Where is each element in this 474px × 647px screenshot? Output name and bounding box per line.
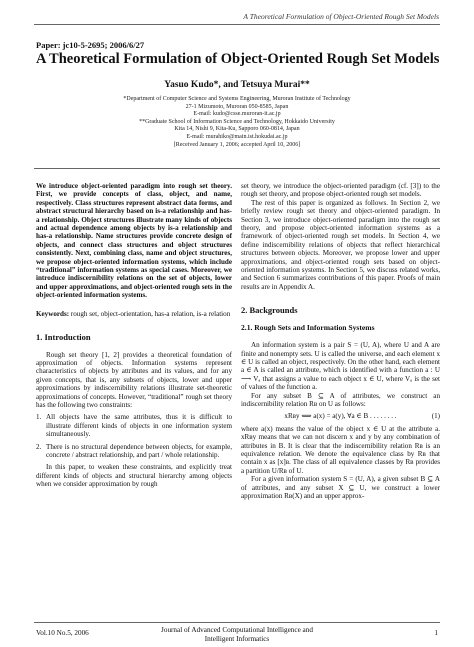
left-column: [36, 182, 232, 489]
paper-title: A Theoretical Formulation of Object-Oriented Rough Set Models: [36, 51, 440, 67]
subsection-title: 2.1. Rough Sets and Information Systems: [241, 322, 375, 332]
affiliation-line: Kita 14, Nishi 9, Kita-Ku, Sapporo 060-0814, Japan: [174, 126, 300, 133]
page-number: 1: [434, 629, 438, 637]
section-title: 1. Introduction: [36, 332, 91, 343]
running-head: A Theoretical Formulation of Object-Oriented Rough Set Models: [243, 12, 439, 21]
abstract: We introduce object-oriented paradigm into rough set theory. First, we provide concepts of class, object, and name, respectively. Class structures represent abstract data forms, and abstract structural hierarchy based on is-a relationship and has-a relationship. Object structures illustrate many kinds of objects and actual dependence among objects by is-a relationship and has-a relationship. Name structures provide concrete design of objects, and connect class structures and object structures consistently. Next, combining class, name and object structures, we propose object-oriented information systems, which include “traditional” information systems as special cases. Moreover, we introduce indiscernibility relations on the set of objects, lower and upper approximations, and object-oriented rough sets in the object-oriented information systems.: [36, 182, 232, 300]
list-item: [36, 413, 232, 438]
section-title: 2. Backgrounds: [241, 305, 298, 316]
equation: [241, 412, 440, 420]
paper-id: Paper: jc10-5-2695; 2006/6/27: [36, 40, 145, 50]
footer-journal: [0, 626, 474, 643]
constraint-list: [36, 413, 232, 459]
journal-name: Journal of Advanced Computational Intelligence and Intelligent Informatics: [161, 626, 313, 643]
footer-volume: Vol.10 No.5, 2006: [36, 629, 89, 637]
keywords: [36, 310, 232, 318]
list-item: [36, 443, 232, 460]
list-text: All objects have the same attributes, thus it is difficult to illustrate different kinds of objects in one information system simultaneously.: [46, 413, 232, 439]
affiliation-line: E-mail: kudo@csse.muroran-it.ac.jp: [193, 111, 281, 118]
keywords-text: rough set, object-orientation, has-a relation, is-a relation: [70, 309, 231, 318]
equation-body: xRʙy ⟺ a(x) = a(y), ∀a ∈ B . . . . . . . .: [284, 412, 397, 421]
header-rule: [34, 24, 440, 25]
right-column: [241, 182, 440, 500]
footer-rule: [34, 622, 440, 623]
keywords-label: Keywords:: [36, 309, 70, 318]
authors: Yasuo Kudo*, and Tetsuya Murai**: [164, 80, 310, 90]
paragraph: The rest of this paper is organized as follows. In Section 2, we briefly review rough set theory and object-oriented paradigm. In Section 3, we introduce object-oriented paradigm into the rough set theory, and propose object-oriented information systems as a framework of object-oriented rough set models. In Section 4, we define indiscernibility relations of objects that reflect hierarchical structures between objects. Moreover, we propose lower and upper approximations, and object-oriented rough sets based on object-oriented information systems. In Section 5, we discuss related works, and Section 6 summarizes contributions of this paper. Proofs of main results are in Appendix A.: [241, 198, 440, 291]
affiliations: [0, 96, 474, 149]
affiliation-line: 27-1 Mizumoto, Muroran 050-8585, Japan: [185, 103, 289, 110]
equation-number: (1): [431, 412, 440, 421]
list-text: There is no structural dependence between objects, for example, concrete / abstract relationship, and part / whole relationship.: [46, 442, 232, 459]
affiliation-line: *Department of Computer Science and Systems Engineering, Muroran Institute of Technology: [123, 96, 351, 102]
affiliation-line: **Graduate School of Information Science and Technology, Hokkaido University: [139, 118, 335, 125]
abstract-rule: [34, 168, 440, 169]
affiliation-line: E-mail: murahiko@main.ist.hokudai.ac.jp: [186, 133, 288, 140]
list-number: 2.: [36, 442, 42, 451]
paragraph: set theory, we introduce the object-oriented paradigm (cf. [3]) to the rough set theory, and propose object-oriented rough set models.: [241, 182, 440, 199]
paragraph: In this paper, to weaken these constraints, and explicitly treat different kinds of objects and structural hierarchy among objects when we consider approximation by rough: [36, 463, 232, 489]
paragraph: For a given information system S = (U, A), a given subset B ⊆ A of attributes, and any subset X ⊆ U, we construct a lower approximation Rʙ(X) and an upper approx-: [241, 475, 440, 500]
list-number: 1.: [36, 413, 42, 422]
paragraph: For any subset B ⊆ A of attributes, we construct an indiscernibility relation Rʙ on U as follows:: [241, 391, 440, 408]
paragraph: An information system is a pair S = (U, A), where U and A are finite and nonempty sets. U is called the universe, and each element x ∈ U is called an object, respectively. On the other hand, each element a ∈ A is called an attribute, which is identified with a function a : U ⟶ Vₐ that assigns a value to each object x ∈ U, where Vₐ is the set of values of the function a.: [241, 341, 440, 392]
paragraph: Rough set theory [1, 2] provides a theoretical foundation of approximation of objects. Information systems represent characteristics of objects by attributes and its values, and for any given concepts, that is, any subsets of objects, lower and upper approximations by indiscernibility relations illustrate set-theoretic approximations of concepts. However, “traditional” rough set theory has the following two constraints:: [36, 350, 232, 409]
paragraph: where a(x) means the value of the object x ∈ U at the attribute a. xRʙy means that we can not discern x and y by any combination of attributes in B. It is clear that the indiscernibility relation Rʙ is an equivalence relation. We denote the equivalence class by Rʙ that contain x as [x]ʙ. The class of all equivalence classes by Rʙ provides a partition U/Rʙ of U.: [241, 424, 440, 475]
received-date: [Received January 1, 2006; accepted April 10, 2006]: [173, 141, 301, 148]
